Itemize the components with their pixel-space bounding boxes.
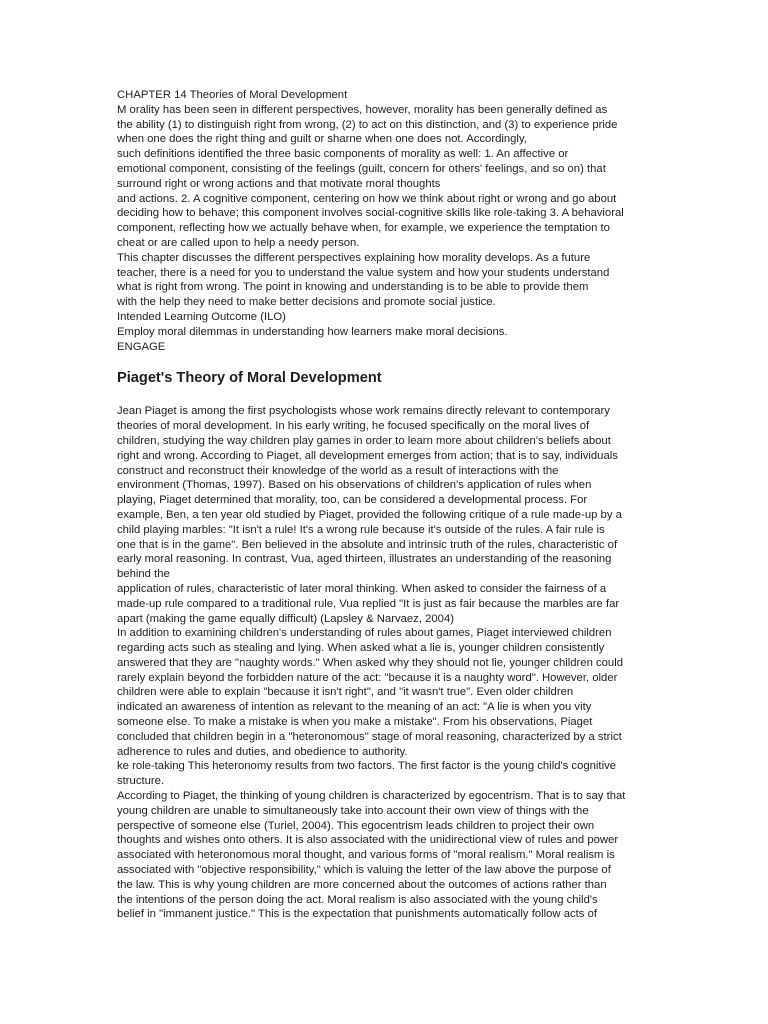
text-line: construct and reconstruct their knowledge of the world as a result of interactions with the xyxy=(117,464,559,477)
text-line: concluded that children begin in a "heteronomous" stage of moral reasoning, characterized by a strict xyxy=(117,730,622,743)
text-line: According to Piaget, the thinking of young children is characterized by egocentrism. That is to say that xyxy=(117,790,626,803)
text-line: Jean Piaget is among the first psychologists whose work remains directly relevant to contemporary xyxy=(117,405,610,418)
text-line: someone else. To make a mistake is when you make a mistake". From his observations, Piaget xyxy=(117,716,593,729)
intro-block xyxy=(117,88,658,354)
text-line: young children are unable to simultaneously take into account their own view of things with the xyxy=(117,804,589,817)
text-line: what is right from wrong. The point in knowing and understanding is to be able to provide them xyxy=(117,281,589,294)
text-line: apart (making the game equally difficult) (Lapsley & Narvaez, 2004) xyxy=(117,612,454,625)
text-line: Employ moral dilemmas in understanding how learners make moral decisions. xyxy=(117,325,508,338)
text-line: made-up rule compared to a traditional rule, Vua replied "It is just as fair because the marbles are far xyxy=(117,597,620,610)
body-block xyxy=(117,404,658,922)
text-line: deciding how to behave; this component involves social-cognitive skills like role-taking 3. A behavioral xyxy=(117,207,624,220)
text-line: associated with heteronomous moral thought, and various forms of "moral realism." Moral realism is xyxy=(117,849,615,862)
text-line: indicated an awareness of intention as relevant to the meaning of an act: "A lie is when you vity xyxy=(117,701,592,714)
text-line: early moral reasoning. In contrast, Vua, aged thirteen, illustrates an understanding of the reasoning xyxy=(117,553,612,566)
text-line: belief in "immanent justice." This is the expectation that punishments automatically follow acts of xyxy=(117,908,598,921)
text-line: teacher, there is a need for you to understand the value system and how your students understand xyxy=(117,266,610,279)
text-line: In addition to examining children's understanding of rules about games, Piaget interviewed children xyxy=(117,627,612,640)
text-line: theories of moral development. In his early writing, he focused specifically on the moral lives of xyxy=(117,420,590,433)
text-line: environment (Thomas, 1997). Based on his observations of children's application of rules when xyxy=(117,479,592,492)
text-line: and actions. 2. A cognitive component, centering on how we think about right or wrong and go about xyxy=(117,192,617,205)
text-line: when one does the right thing and guilt or sharne when one does not. Accordingly, xyxy=(117,133,527,146)
text-line: structure. xyxy=(117,775,165,788)
text-line: behind the xyxy=(117,568,170,581)
text-line: such definitions identified the three basic components of morality as well: 1. An affective or xyxy=(117,148,569,161)
text-line: regarding acts such as stealing and lying. When asked what a lie is, younger children consistently xyxy=(117,642,605,655)
text-line: thoughts and wishes onto others. It is also associated with the unidirectional view of rules and power xyxy=(117,834,619,847)
text-line: children were able to explain "because it isn't right", and "it wasn't true". Even older children xyxy=(117,686,574,699)
text-line: child playing marbles: "It isn't a rule! It's a wrong rule because it's outside of the rules. A fair rule is xyxy=(117,523,605,536)
text-line: surround right or wrong actions and that motivate moral thoughts xyxy=(117,177,441,190)
text-line: ENGAGE xyxy=(117,340,166,353)
text-line: playing, Piaget determined that morality, too, can be considered a developmental process. For xyxy=(117,494,588,507)
text-line: children, studying the way children play games in order to learn more about children's beliefs about xyxy=(117,434,611,447)
text-line: with the help they need to make better decisions and promote social justice. xyxy=(117,296,496,309)
text-line: answered that they are "naughty words." When asked why they should not lie, younger children could xyxy=(117,656,624,669)
text-line: example, Ben, a ten year old studied by Piaget, provided the following critique of a rule made-up by a xyxy=(117,508,622,521)
text-line: ke role-taking This heteronomy results from two factors. The first factor is the young child's cognitive xyxy=(117,760,617,773)
text-line: adherence to rules and duties, and obedience to authority. xyxy=(117,745,408,758)
text-line: Intended Learning Outcome (ILO) xyxy=(117,310,286,323)
text-line: cheat or are called upon to help a needy person. xyxy=(117,236,360,249)
text-line: the ability (1) to distinguish right from wrong, (2) to act on this distinction, and (3) to experience pride xyxy=(117,118,618,131)
text-line: associated with "objective responsibility," which is valuing the letter of the law above the purpose of xyxy=(117,864,611,877)
text-line: the law. This is why young children are more concerned about the outcomes of actions rather than xyxy=(117,878,607,891)
text-line: M orality has been seen in different perspectives, however, morality has been generally defined as xyxy=(117,103,608,116)
text-line: This chapter discusses the different perspectives explaining how morality develops. As a future xyxy=(117,251,591,264)
text-line: the intentions of the person doing the act. Moral realism is also associated with the young child's xyxy=(117,893,598,906)
text-line: one that is in the game". Ben believed in the absolute and intrinsic truth of the rules, characteristic of xyxy=(117,538,618,551)
section-heading: Piaget's Theory of Moral Development xyxy=(117,370,382,387)
text-line: perspective of someone else (Turiel, 2004). This egocentrism leads children to project their own xyxy=(117,819,595,832)
text-line: CHAPTER 14 Theories of Moral Development xyxy=(117,89,348,101)
text-line: emotional component, consisting of the feelings (guilt, concern for others' feelings, and so on) that xyxy=(117,162,606,175)
text-line: component, reflecting how we actually behave when, for example, we experience the temptation to xyxy=(117,222,610,235)
text-line: application of rules, characteristic of later moral thinking. When asked to consider the fairness of a xyxy=(117,582,607,595)
spacer xyxy=(117,387,658,404)
text-line: right and wrong. According to Piaget, all development emerges from action; that is to say, individuals xyxy=(117,449,618,462)
text-line: rarely explain beyond the forbidden nature of the act: "because it is a naughty word". However, older xyxy=(117,671,618,684)
